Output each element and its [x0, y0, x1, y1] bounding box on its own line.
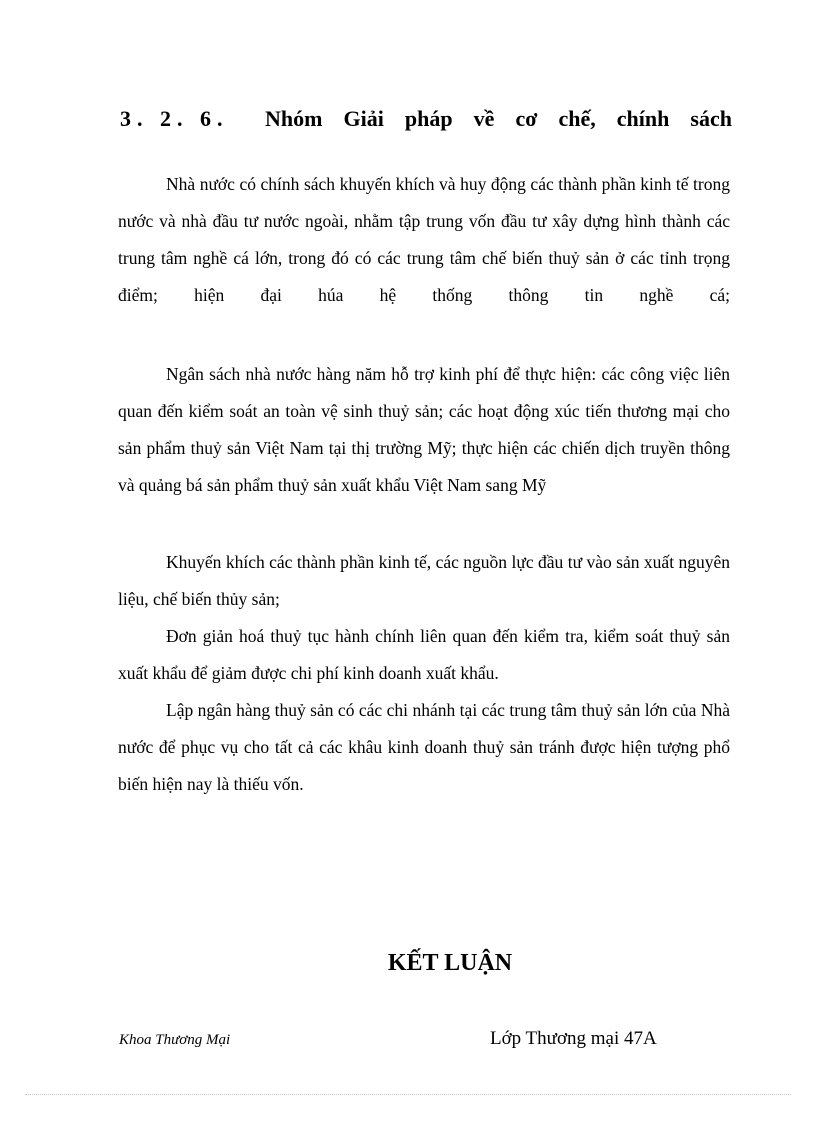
footer-class: Lớp Thương mại 47A: [490, 1028, 657, 1049]
footer-faculty: Khoa Thương Mại: [119, 1032, 231, 1048]
section-heading: [120, 106, 732, 132]
conclusion-heading: KẾT LUẬN: [387, 950, 513, 976]
paragraph-investment-policy: Nhà nước có chính sách khuyến khích và huy động các thành phần kinh tế trong nước và nhà đầu tư nước ngoài, nhằm tập trung vốn đầu tư xây dựng hình thành các trung tâm nghề cá lớn, trong đó có các trung tâm chế biến thuỷ sản ở các tỉnh trọng điểm; hiện đại húa hệ thống thông tin nghề cá;: [118, 173, 730, 305]
paragraph-simplify-procedures: Đơn giản hoá thuỷ tục hành chính liên quan đến kiểm tra, kiểm soát thuỷ sản xuất khẩu để giảm được chi phí kinh doanh xuất khẩu.: [118, 625, 730, 683]
section-number: 3. 2. 6.: [120, 106, 229, 131]
paragraph-state-budget: Ngân sách nhà nước hàng năm hỗ trợ kinh phí để thực hiện: các công việc liên quan đến kiểm soát an toàn vệ sinh thuỷ sản; các hoạt động xúc tiến thương mại cho sản phẩm thuỷ sản Việt Nam tại thị trường Mỹ; thực hiện các chiến dịch truyền thông và quảng bá sản phẩm thuỷ sản xuất khẩu Việt Nam sang Mỹ: [118, 363, 730, 495]
paragraph-seafood-bank: Lập ngân hàng thuỷ sản có các chi nhánh tại các trung tâm thuỷ sản lớn của Nhà nước để phục vụ cho tất cả các khâu kinh doanh thuỷ sản tránh được hiện tượng phổ biến hiện nay là thiếu vốn.: [118, 699, 730, 794]
paragraph-encourage-sectors: Khuyến khích các thành phần kinh tế, các nguồn lực đầu tư vào sản xuất nguyên liệu, chế biến thủy sản;: [118, 551, 730, 609]
footer-divider: [25, 1094, 791, 1095]
section-title: Nhóm Giải pháp về cơ chế, chính sách: [265, 106, 732, 131]
